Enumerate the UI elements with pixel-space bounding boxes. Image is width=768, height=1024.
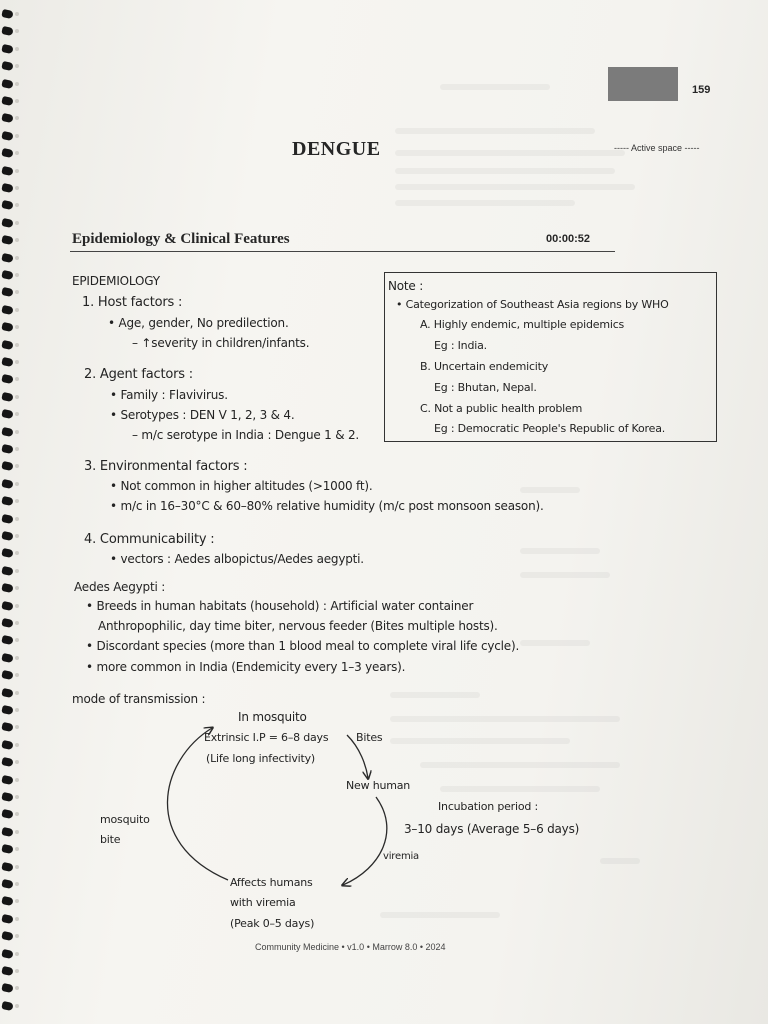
agent-factors-item-2-text: Serotypes : DEN V 1, 2, 3 & 4.: [120, 408, 295, 422]
transmission-heading: mode of transmission :: [72, 692, 206, 706]
section-title: Epidemiology & Clinical Features: [72, 231, 290, 247]
host-factors-title: 1. Host factors :: [82, 295, 183, 310]
cycle-incubation-value: 3–10 days (Average 5–6 days): [404, 822, 580, 836]
page-number: 159: [692, 84, 711, 96]
aedes-heading: Aedes Aegypti :: [74, 580, 166, 594]
cycle-peak-viremia: (Peak 0–5 days): [230, 917, 315, 930]
cycle-lifelong-infectivity: (Life long infectivity): [206, 752, 316, 765]
note-category-c: C. Not a public health problem: [420, 402, 583, 415]
cycle-extrinsic-ip: Extrinsic I.P = 6–8 days: [204, 731, 329, 744]
cycle-viremia-label: viremia: [383, 851, 419, 862]
video-timestamp: 00:00:52: [546, 233, 591, 245]
note-bullet-text: Categorization of Southeast Asia regions by WHO: [405, 298, 669, 311]
agent-factors-item-2-sub: – m/c serotype in India : Dengue 1 & 2.: [132, 428, 360, 442]
agent-factors-title: 2. Agent factors :: [84, 367, 193, 382]
environmental-factors-item-1-text: Not common in higher altitudes (>1000 ft).: [120, 479, 373, 493]
cycle-arc-left: [167, 728, 228, 880]
communicability-item-1: • vectors : Aedes albopictus/Aedes aegypti.: [110, 552, 364, 566]
note-label: Note :: [388, 279, 424, 293]
note-bullet: • Categorization of Southeast Asia regions by WHO: [396, 298, 669, 311]
active-space-label: ----- Active space -----: [614, 143, 700, 153]
cycle-incubation-label: Incubation period :: [438, 800, 538, 813]
aedes-item-3-text: more common in India (Endemicity every 1–3 years).: [96, 660, 406, 674]
page-title: DENGUE: [292, 138, 381, 160]
agent-factors-item-2: • Serotypes : DEN V 1, 2, 3 & 4.: [110, 408, 295, 422]
communicability-item-1-text: vectors : Aedes albopictus/Aedes aegypti.: [120, 552, 364, 566]
host-factors-item-1: • Age, gender, No predilection.: [108, 316, 289, 330]
aedes-item-2-text: Discordant species (more than 1 blood meal to complete viral life cycle).: [96, 639, 520, 653]
environmental-factors-item-2: • m/c in 16–30°C & 60–80% relative humidity (m/c post monsoon season).: [110, 499, 544, 513]
cycle-in-mosquito: In mosquito: [238, 710, 307, 724]
cycle-arc-right: [343, 797, 387, 885]
cycle-new-human: New human: [346, 779, 411, 792]
note-category-a: A. Highly endemic, multiple epidemics: [420, 318, 625, 331]
environmental-factors-title: 3. Environmental factors :: [84, 459, 248, 474]
cycle-affects-humans: Affects humans: [230, 876, 313, 889]
aedes-item-1: • Breeds in human habitats (household) : Artificial water container: [86, 599, 474, 613]
host-factors-item-1-text: Age, gender, No predilection.: [118, 316, 289, 330]
cycle-with-viremia: with viremia: [230, 896, 296, 909]
note-category-c-example: Eg : Democratic People's Republic of Korea.: [434, 422, 666, 435]
agent-factors-item-1-text: Family : Flavivirus.: [120, 388, 228, 402]
aedes-item-1-continued: Anthropophilic, day time biter, nervous feeder (Bites multiple hosts).: [98, 619, 498, 633]
cycle-bites-label: Bites: [356, 731, 383, 744]
communicability-title: 4. Communicability :: [84, 532, 215, 547]
epidemiology-heading: EPIDEMIOLOGY: [72, 274, 160, 288]
cycle-bite-label: bite: [100, 833, 121, 846]
aedes-item-2: • Discordant species (more than 1 blood meal to complete viral life cycle).: [86, 639, 520, 653]
aedes-item-3: • more common in India (Endemicity every 1–3 years).: [86, 660, 406, 674]
note-category-a-example: Eg : India.: [434, 339, 487, 352]
cycle-mosquito-label: mosquito: [100, 813, 150, 826]
aedes-item-1-text: Breeds in human habitats (household) : Artificial water container: [96, 599, 474, 613]
host-factors-item-1-sub: – ↑severity in children/infants.: [132, 336, 310, 350]
agent-factors-item-1: • Family : Flavivirus.: [110, 388, 228, 402]
note-category-b-example: Eg : Bhutan, Nepal.: [434, 381, 537, 394]
environmental-factors-item-1: • Not common in higher altitudes (>1000 ft).: [110, 479, 373, 493]
note-category-b: B. Uncertain endemicity: [420, 360, 549, 373]
page-footer: Community Medicine • v1.0 • Marrow 8.0 • 2024: [255, 942, 446, 952]
environmental-factors-item-2-text: m/c in 16–30°C & 60–80% relative humidity (m/c post monsoon season).: [120, 499, 544, 513]
